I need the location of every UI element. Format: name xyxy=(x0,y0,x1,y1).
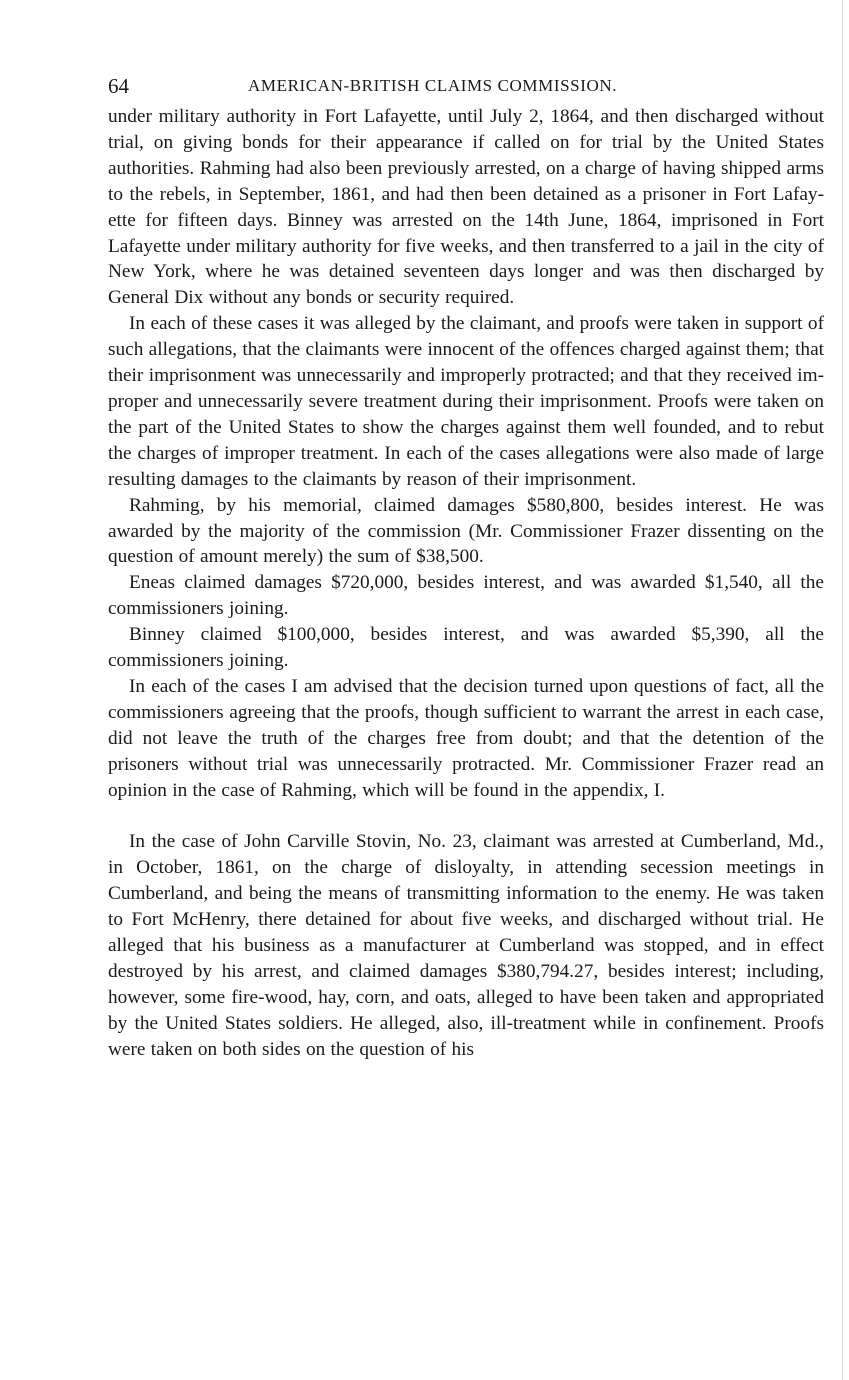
book-page xyxy=(108,68,824,1063)
paragraph-continuation: under military authority in Fort Lafayette, until July 2, 1864, and then discharged without trial, on giving bonds for their appearance if called on for trial by the United States authorities. Rahming had also been previously arrested, on a charge of having shipped arms to the rebels, in September, 1861, and had then been detained as a prisoner in Fort Lafayette for fifteen days. Binney was arrested on the 14th June, 1864, imprisoned in Fort Lafayette under military authority for five weeks, and then transferred to a jail in the city of New York, where he was detained seventeen days longer and was then discharged by General Dix without any bonds or security required. xyxy=(108,106,824,309)
body-text xyxy=(108,104,824,1063)
paragraph-decision: In each of the cases I am advised that the decision turned upon questions of fact, all the commissioners agreeing that the proofs, though sufficient to warrant the arrest in each case, did not leave the truth of the charges free from doubt; and that the detention of the prisoners without trial was unnecessarily protracted. Mr. Commissioner Frazer read an opinion in the case of Rahming, which will be found in the appendix, I. xyxy=(108,675,824,801)
paragraph-stovin-case: In the case of John Carville Stovin, No. 23, claimant was arrested at Cumberland, Md., in October, 1861, on the charge of disloyalty, in attending secession meetings in Cumberland, and being the means of transmitting information to the enemy. He was taken to Fort McHenry, there detained for about five weeks, and discharged without trial. He alleged that his business as a manufacturer at Cumberland was stopped, and in effect destroyed by his arrest, and claimed damages $380,794.27, besides interest; including, however, some fire-wood, hay, corn, and oats, alleged to have been taken and appropriated by the United States soldiers. He alleged, also, ill-treatment while in confinement. Proofs were taken on both sides on the question of his xyxy=(108,831,824,1060)
paragraph-binney-award: Binney claimed $100,000, besides interest, and was awarded $5,390, all the commissioners joining. xyxy=(108,624,824,672)
page-number: 64 xyxy=(108,74,129,98)
paragraph-eneas-award: Eneas claimed damages $720,000, besides interest, and was awarded $1,540, all the commissioners joining. xyxy=(108,572,824,620)
paragraph-allegations: In each of these cases it was alleged by the claimant, and proofs were taken in support of such allegations, that the claimants were innocent of the offences charged against them; that their imprisonment was unnecessarily and improperly protracted; and that they received improper and unnecessarily severe treatment during their imprisonment. Proofs were taken on the part of the United States to show the charges against them well founded, and to rebut the charges of improper treatment. In each of the cases allegations were also made of large resulting damages to the claimants by reason of their imprisonment. xyxy=(108,313,824,490)
paragraph-rahming-award: Rahming, by his memorial, claimed damages $580,800, besides interest. He was awarded by the majority of the commission (Mr. Commissioner Frazer dissenting on the question of amount merely) the sum of $38,500. xyxy=(108,494,824,568)
page-edge-line xyxy=(842,0,843,1380)
running-head: AMERICAN-BRITISH CLAIMS COMMISSION. xyxy=(248,76,618,95)
page-header xyxy=(108,68,824,104)
